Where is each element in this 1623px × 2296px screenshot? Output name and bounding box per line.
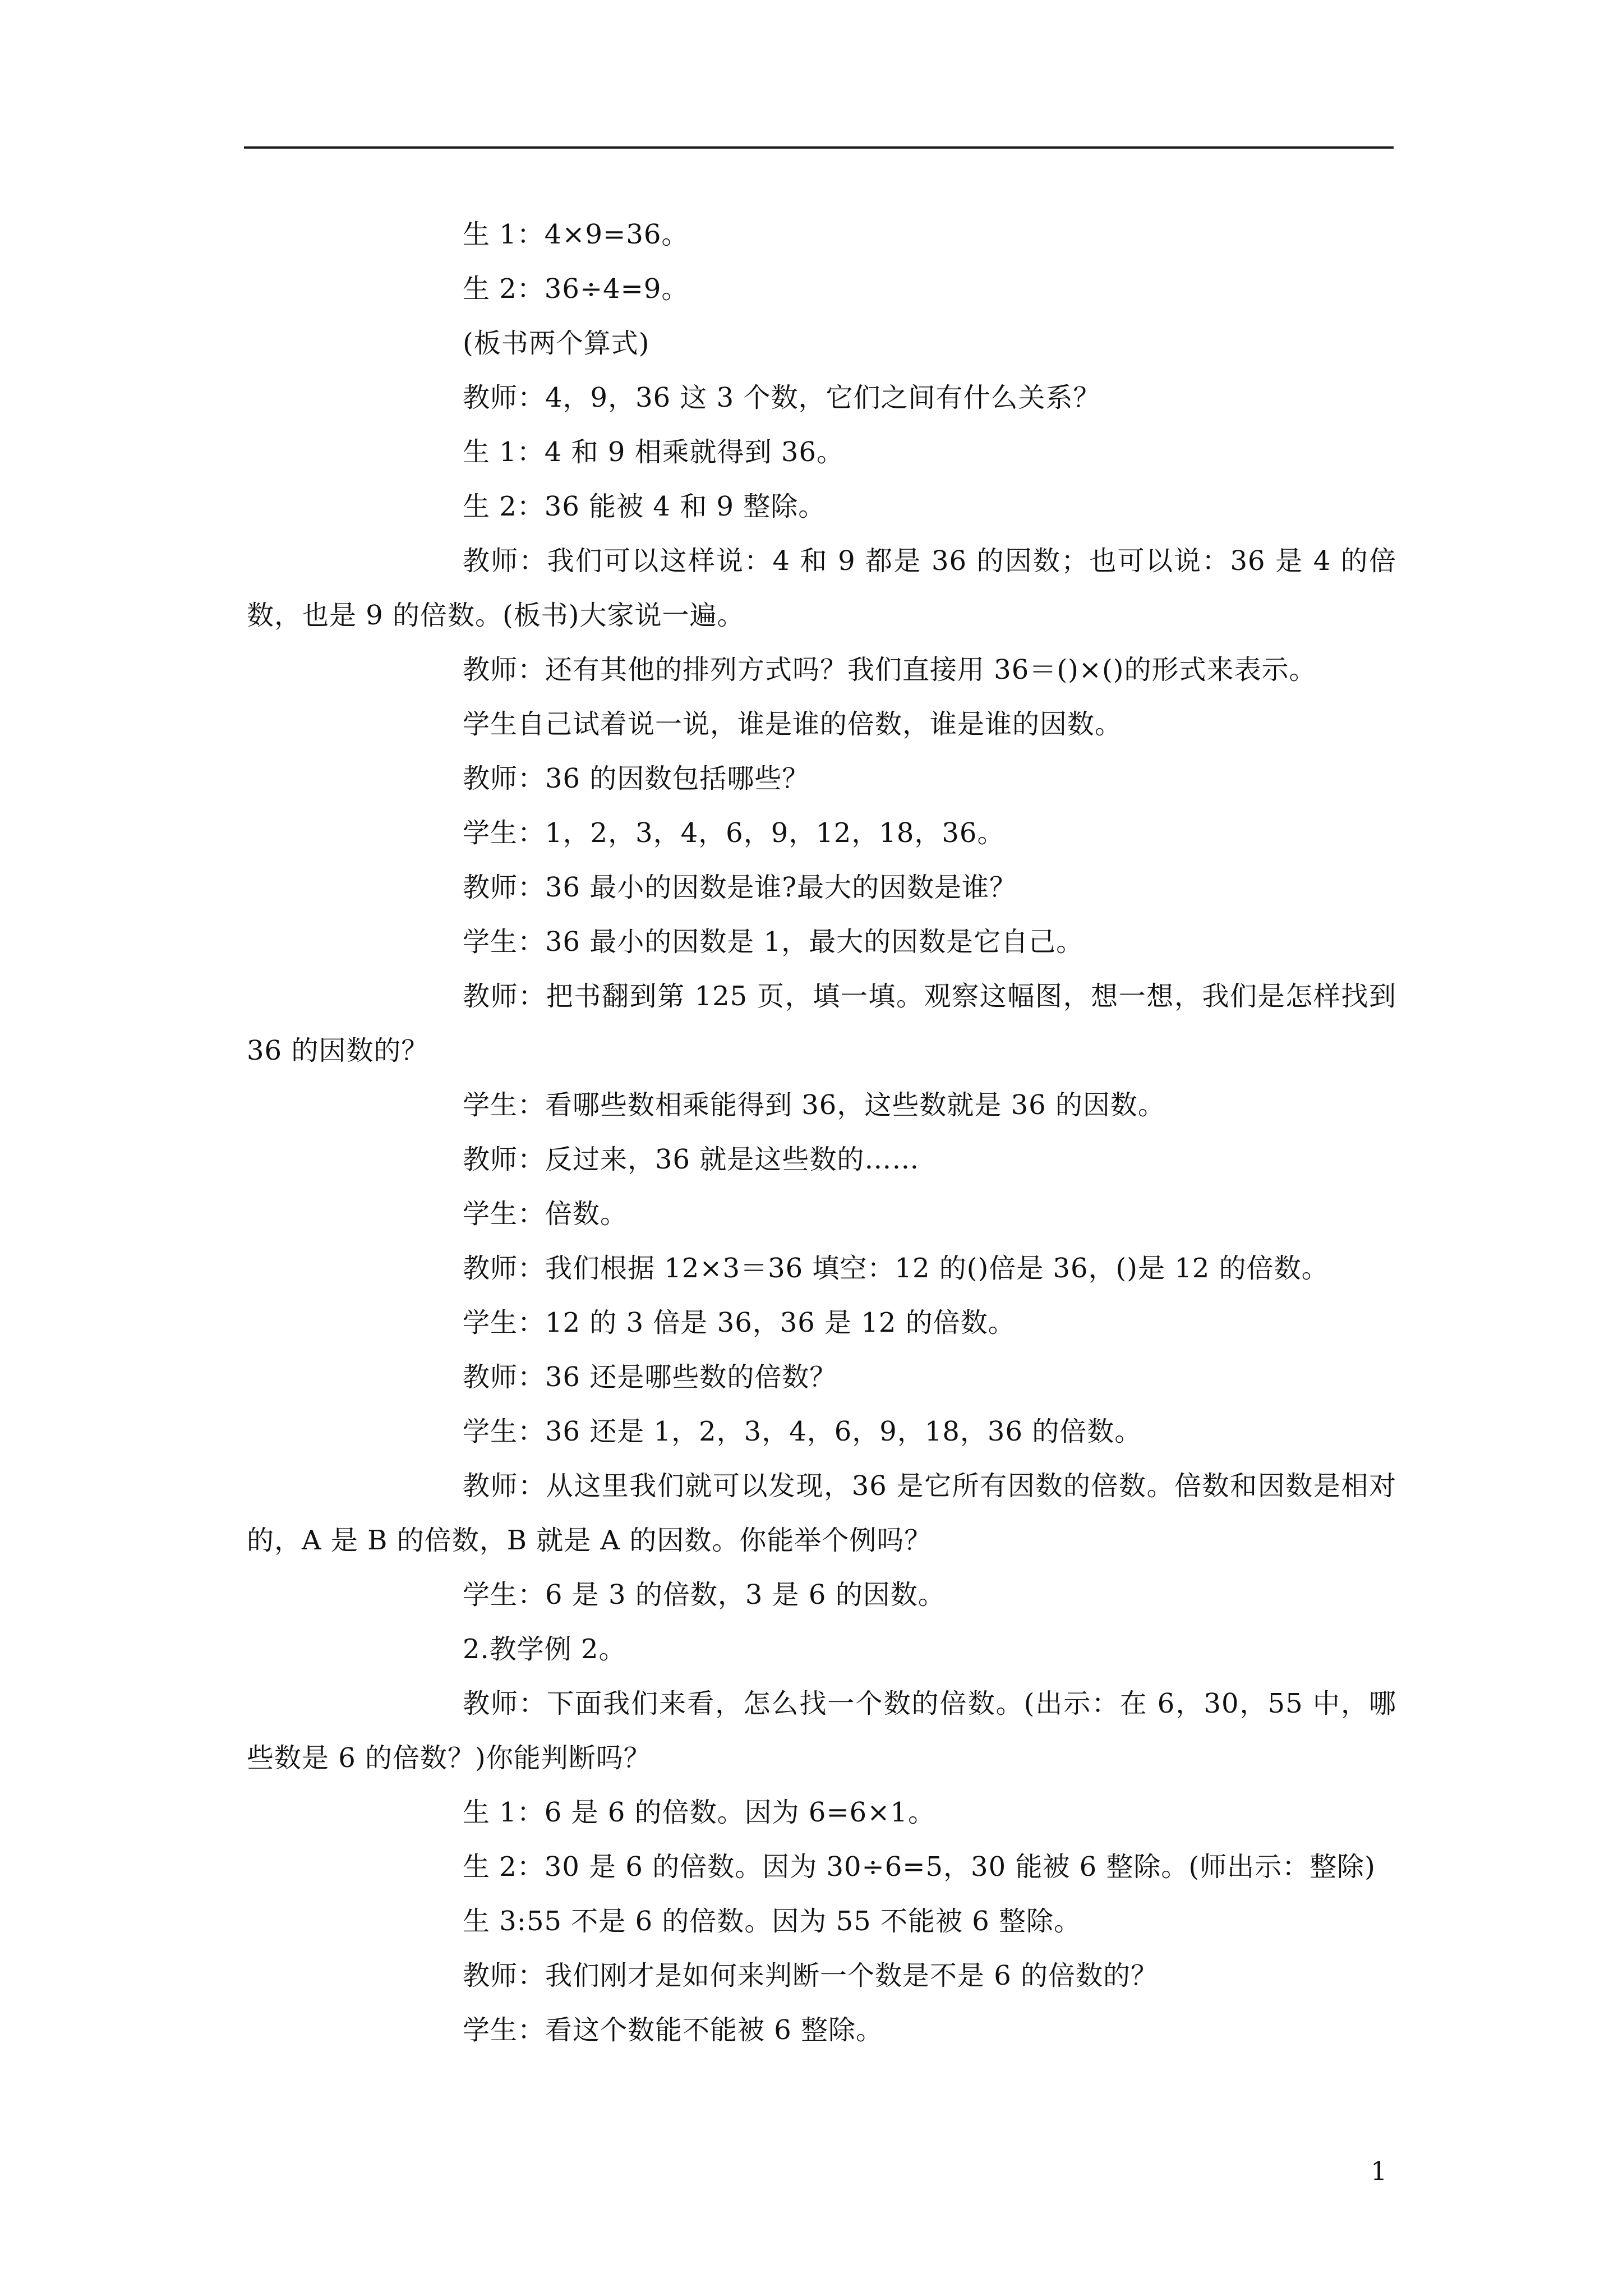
paragraph: 生 1：6 是 6 的倍数。因为 6=6×1。 <box>463 1797 935 1828</box>
paragraph: 教师：我们根据 12×3＝36 填空：12 的()倍是 36，()是 12 的倍数。 <box>463 1253 1329 1284</box>
paragraph: 学生：36 还是 1，2，3，4，6，9，18，36 的倍数。 <box>463 1416 1142 1447</box>
paragraph: 2.教学例 2。 <box>463 1634 626 1665</box>
paragraph: 学生：36 最小的因数是 1，最大的因数是它自己。 <box>463 926 1084 958</box>
paragraph: 教师：36 的因数包括哪些？ <box>463 763 810 794</box>
paragraph: 生 1：4×9=36。 <box>463 219 689 250</box>
paragraph: (板书两个算式) <box>463 328 650 359</box>
paragraph: 学生：1，2，3，4，6，9，12，18，36。 <box>463 817 1005 849</box>
paragraph: 学生自己试着说一说，谁是谁的倍数，谁是谁的因数。 <box>463 708 1123 740</box>
paragraph: 教师：下面我们来看，怎么找一个数的倍数。(出示：在 6，30，55 中，哪些数是 6 的倍数？)你能判断吗？ <box>247 1688 1396 1774</box>
document-body <box>247 208 1396 2058</box>
page-number: 1 <box>1371 2156 1387 2186</box>
paragraph: 教师：36 最小的因数是谁?最大的因数是谁？ <box>463 872 1017 903</box>
paragraph: 教师：把书翻到第 125 页，填一填。观察这幅图，想一想，我们是怎样找到 36 的因数的？ <box>247 981 1396 1066</box>
paragraph: 生 2：36÷4=9。 <box>463 273 689 305</box>
header-rule <box>244 146 1394 149</box>
paragraph: 学生：倍数。 <box>463 1198 628 1230</box>
paragraph: 学生：12 的 3 倍是 36，36 是 12 的倍数。 <box>463 1307 1016 1338</box>
paragraph: 教师：我们刚才是如何来判断一个数是不是 6 的倍数的？ <box>463 1960 1159 1991</box>
paragraph: 生 2：36 能被 4 和 9 整除。 <box>463 491 826 522</box>
paragraph: 学生：6 是 3 的倍数，3 是 6 的因数。 <box>463 1579 946 1611</box>
paragraph: 教师：我们可以这样说：4 和 9 都是 36 的因数；也可以说：36 是 4 的倍数，也是 9 的倍数。(板书)大家说一遍。 <box>247 545 1396 631</box>
paragraph: 生 2：30 是 6 的倍数。因为 30÷6=5，30 能被 6 整除。(师出示：整除) <box>463 1851 1376 1883</box>
paragraph: 生 1：4 和 9 相乘就得到 36。 <box>463 436 844 468</box>
paragraph: 生 3:55 不是 6 的倍数。因为 55 不能被 6 整除。 <box>463 1906 1082 1937</box>
paragraph: 教师：4，9，36 这 3 个数，它们之间有什么关系？ <box>463 382 1101 413</box>
paragraph: 教师：从这里我们就可以发现，36 是它所有因数的倍数。倍数和因数是相对的，A 是 B 的倍数，B 就是 A 的因数。你能举个例吗？ <box>247 1470 1396 1556</box>
paragraph: 学生：看这个数能不能被 6 整除。 <box>463 2014 884 2046</box>
paragraph: 教师：反过来，36 就是这些数的…… <box>463 1144 920 1175</box>
paragraph: 教师：36 还是哪些数的倍数？ <box>463 1361 837 1393</box>
paragraph: 学生：看哪些数相乘能得到 36，这些数就是 36 的因数。 <box>463 1089 1165 1121</box>
paragraph: 教师：还有其他的排列方式吗？我们直接用 36＝()×()的形式来表示。 <box>463 654 1317 685</box>
